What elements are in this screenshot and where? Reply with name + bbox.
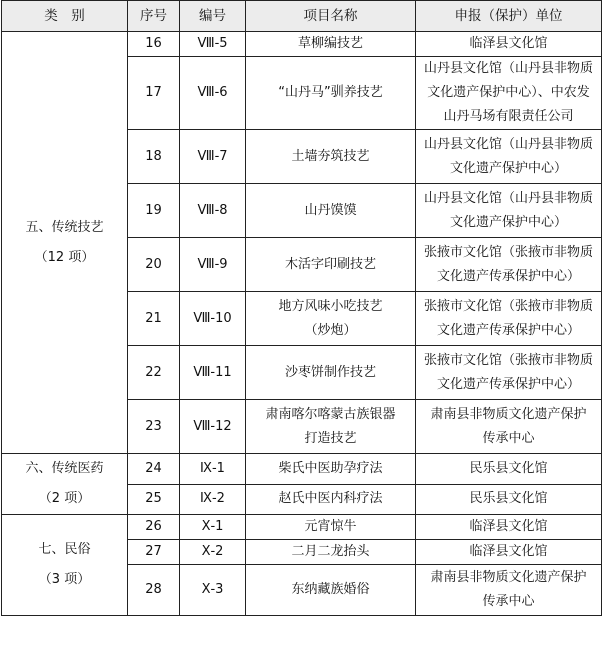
seq-cell: 28 (128, 565, 180, 616)
unit-cell (416, 346, 602, 400)
cell-line: 地方风味小吃技艺 (278, 298, 383, 314)
unit-cell (416, 184, 602, 238)
unit-cell (416, 130, 602, 184)
table-row (2, 515, 602, 540)
cell-line: 山丹县文化馆（山丹县非物质 (423, 61, 593, 76)
cell-line: 打造技艺 (304, 430, 357, 446)
category-cell (2, 32, 128, 454)
cell-line: “山丹马”驯养技艺 (278, 85, 383, 100)
project-name-cell (246, 184, 416, 238)
cell-line: 柴氏中医助孕疗法 (278, 460, 383, 476)
cell-line: 草柳编技艺 (297, 36, 363, 51)
table-body (2, 32, 602, 616)
cell-line: 山丹县文化馆（山丹县非物质 (423, 190, 593, 206)
seq-cell: 21 (128, 292, 180, 346)
cell-line: 东纳藏族婚俗 (291, 582, 370, 597)
seq-cell: 18 (128, 130, 180, 184)
cell-line: 临泽县文化馆 (469, 519, 548, 534)
project-name-cell (246, 454, 416, 485)
code-cell: Ⅷ-12 (180, 400, 246, 454)
unit-cell (416, 515, 602, 540)
unit-cell (416, 400, 602, 454)
header-unit: 申报（保护）单位 (416, 1, 602, 32)
project-name-cell (246, 484, 416, 515)
category-name: 五、传统技艺 (25, 219, 104, 235)
header-code: 编号 (180, 1, 246, 32)
project-name-cell (246, 565, 416, 616)
cell-line: 传承中心 (482, 430, 535, 446)
code-cell: Ⅸ-2 (180, 484, 246, 515)
code-cell: Ⅷ-11 (180, 346, 246, 400)
project-name-cell (246, 346, 416, 400)
project-name-cell (246, 400, 416, 454)
cell-line: 文化遗产保护中心）、中农发 (427, 85, 590, 100)
cell-line: 文化遗产传承保护中心） (436, 268, 580, 284)
cell-line: 肃南县非物质文化遗产保护 (430, 406, 587, 422)
header-seq: 序号 (128, 1, 180, 32)
cell-line: 张掖市文化馆（张掖市非物质 (423, 298, 593, 314)
cell-line: 山丹馍馍 (304, 202, 357, 218)
code-cell: Ⅷ-10 (180, 292, 246, 346)
cell-line: 文化遗产保护中心） (449, 160, 567, 176)
seq-cell: 20 (128, 238, 180, 292)
category-count: （3 项） (38, 572, 91, 587)
project-name-cell (246, 130, 416, 184)
cell-line: 民乐县文化馆 (469, 491, 548, 507)
project-name-cell (246, 540, 416, 565)
code-cell: Ⅷ-9 (180, 238, 246, 292)
project-name-cell (246, 238, 416, 292)
code-cell: Ⅷ-5 (180, 32, 246, 57)
cell-line: 元宵惊牛 (304, 519, 357, 534)
unit-cell (416, 484, 602, 515)
code-cell: Ⅸ-1 (180, 454, 246, 485)
seq-cell: 26 (128, 515, 180, 540)
category-name: 七、民俗 (38, 542, 91, 557)
cell-line: 山丹县文化馆（山丹县非物质 (423, 136, 593, 152)
seq-cell: 25 (128, 484, 180, 515)
seq-cell: 23 (128, 400, 180, 454)
seq-cell: 22 (128, 346, 180, 400)
cell-line: 沙枣饼制作技艺 (284, 364, 376, 380)
code-cell: Ⅹ-1 (180, 515, 246, 540)
project-name-cell (246, 32, 416, 57)
unit-cell (416, 540, 602, 565)
seq-cell: 19 (128, 184, 180, 238)
code-cell: Ⅹ-3 (180, 565, 246, 616)
seq-cell: 16 (128, 32, 180, 57)
cell-line: 临泽县文化馆 (469, 36, 548, 51)
project-name-cell (246, 57, 416, 130)
cell-line: 肃南县非物质文化遗产保护 (430, 570, 587, 585)
unit-cell (416, 32, 602, 57)
category-cell (2, 515, 128, 616)
cell-line: 张掖市文化馆（张掖市非物质 (423, 244, 593, 260)
table-row (2, 454, 602, 485)
cell-line: 木活字印刷技艺 (284, 256, 376, 272)
header-row (2, 1, 602, 32)
cell-line: 张掖市文化馆（张掖市非物质 (423, 352, 593, 368)
code-cell: Ⅷ-8 (180, 184, 246, 238)
seq-cell: 17 (128, 57, 180, 130)
cell-line: 临泽县文化馆 (469, 544, 548, 559)
cell-line: 山丹马场有限责任公司 (443, 109, 574, 124)
unit-cell (416, 57, 602, 130)
unit-cell (416, 238, 602, 292)
unit-cell (416, 454, 602, 485)
cell-line: 传承中心 (482, 594, 535, 609)
category-count: （2 项） (38, 491, 91, 506)
code-cell: Ⅹ-2 (180, 540, 246, 565)
cell-line: 文化遗产传承保护中心） (436, 322, 580, 338)
cell-line: 民乐县文化馆 (469, 460, 548, 476)
seq-cell: 27 (128, 540, 180, 565)
cell-line: 赵氏中医内科疗法 (278, 491, 383, 507)
cell-line: 文化遗产保护中心） (449, 214, 567, 230)
heritage-table (1, 0, 602, 616)
project-name-cell (246, 515, 416, 540)
cell-line: 二月二龙抬头 (291, 544, 370, 559)
seq-cell: 24 (128, 454, 180, 485)
cell-line: 土墙夯筑技艺 (291, 148, 370, 164)
cell-line: 文化遗产传承保护中心） (436, 376, 580, 392)
cell-line: 肃南喀尔喀蒙古族银器 (265, 406, 396, 422)
category-cell (2, 454, 128, 515)
unit-cell (416, 292, 602, 346)
header-category: 类 别 (2, 1, 128, 32)
project-name-cell (246, 292, 416, 346)
cell-line: （炒炮） (304, 322, 357, 338)
category-name: 六、传统医药 (25, 461, 104, 476)
category-count: （12 项） (34, 249, 95, 265)
code-cell: Ⅷ-7 (180, 130, 246, 184)
table-row (2, 32, 602, 57)
code-cell: Ⅷ-6 (180, 57, 246, 130)
header-project-name: 项目名称 (246, 1, 416, 32)
unit-cell (416, 565, 602, 616)
